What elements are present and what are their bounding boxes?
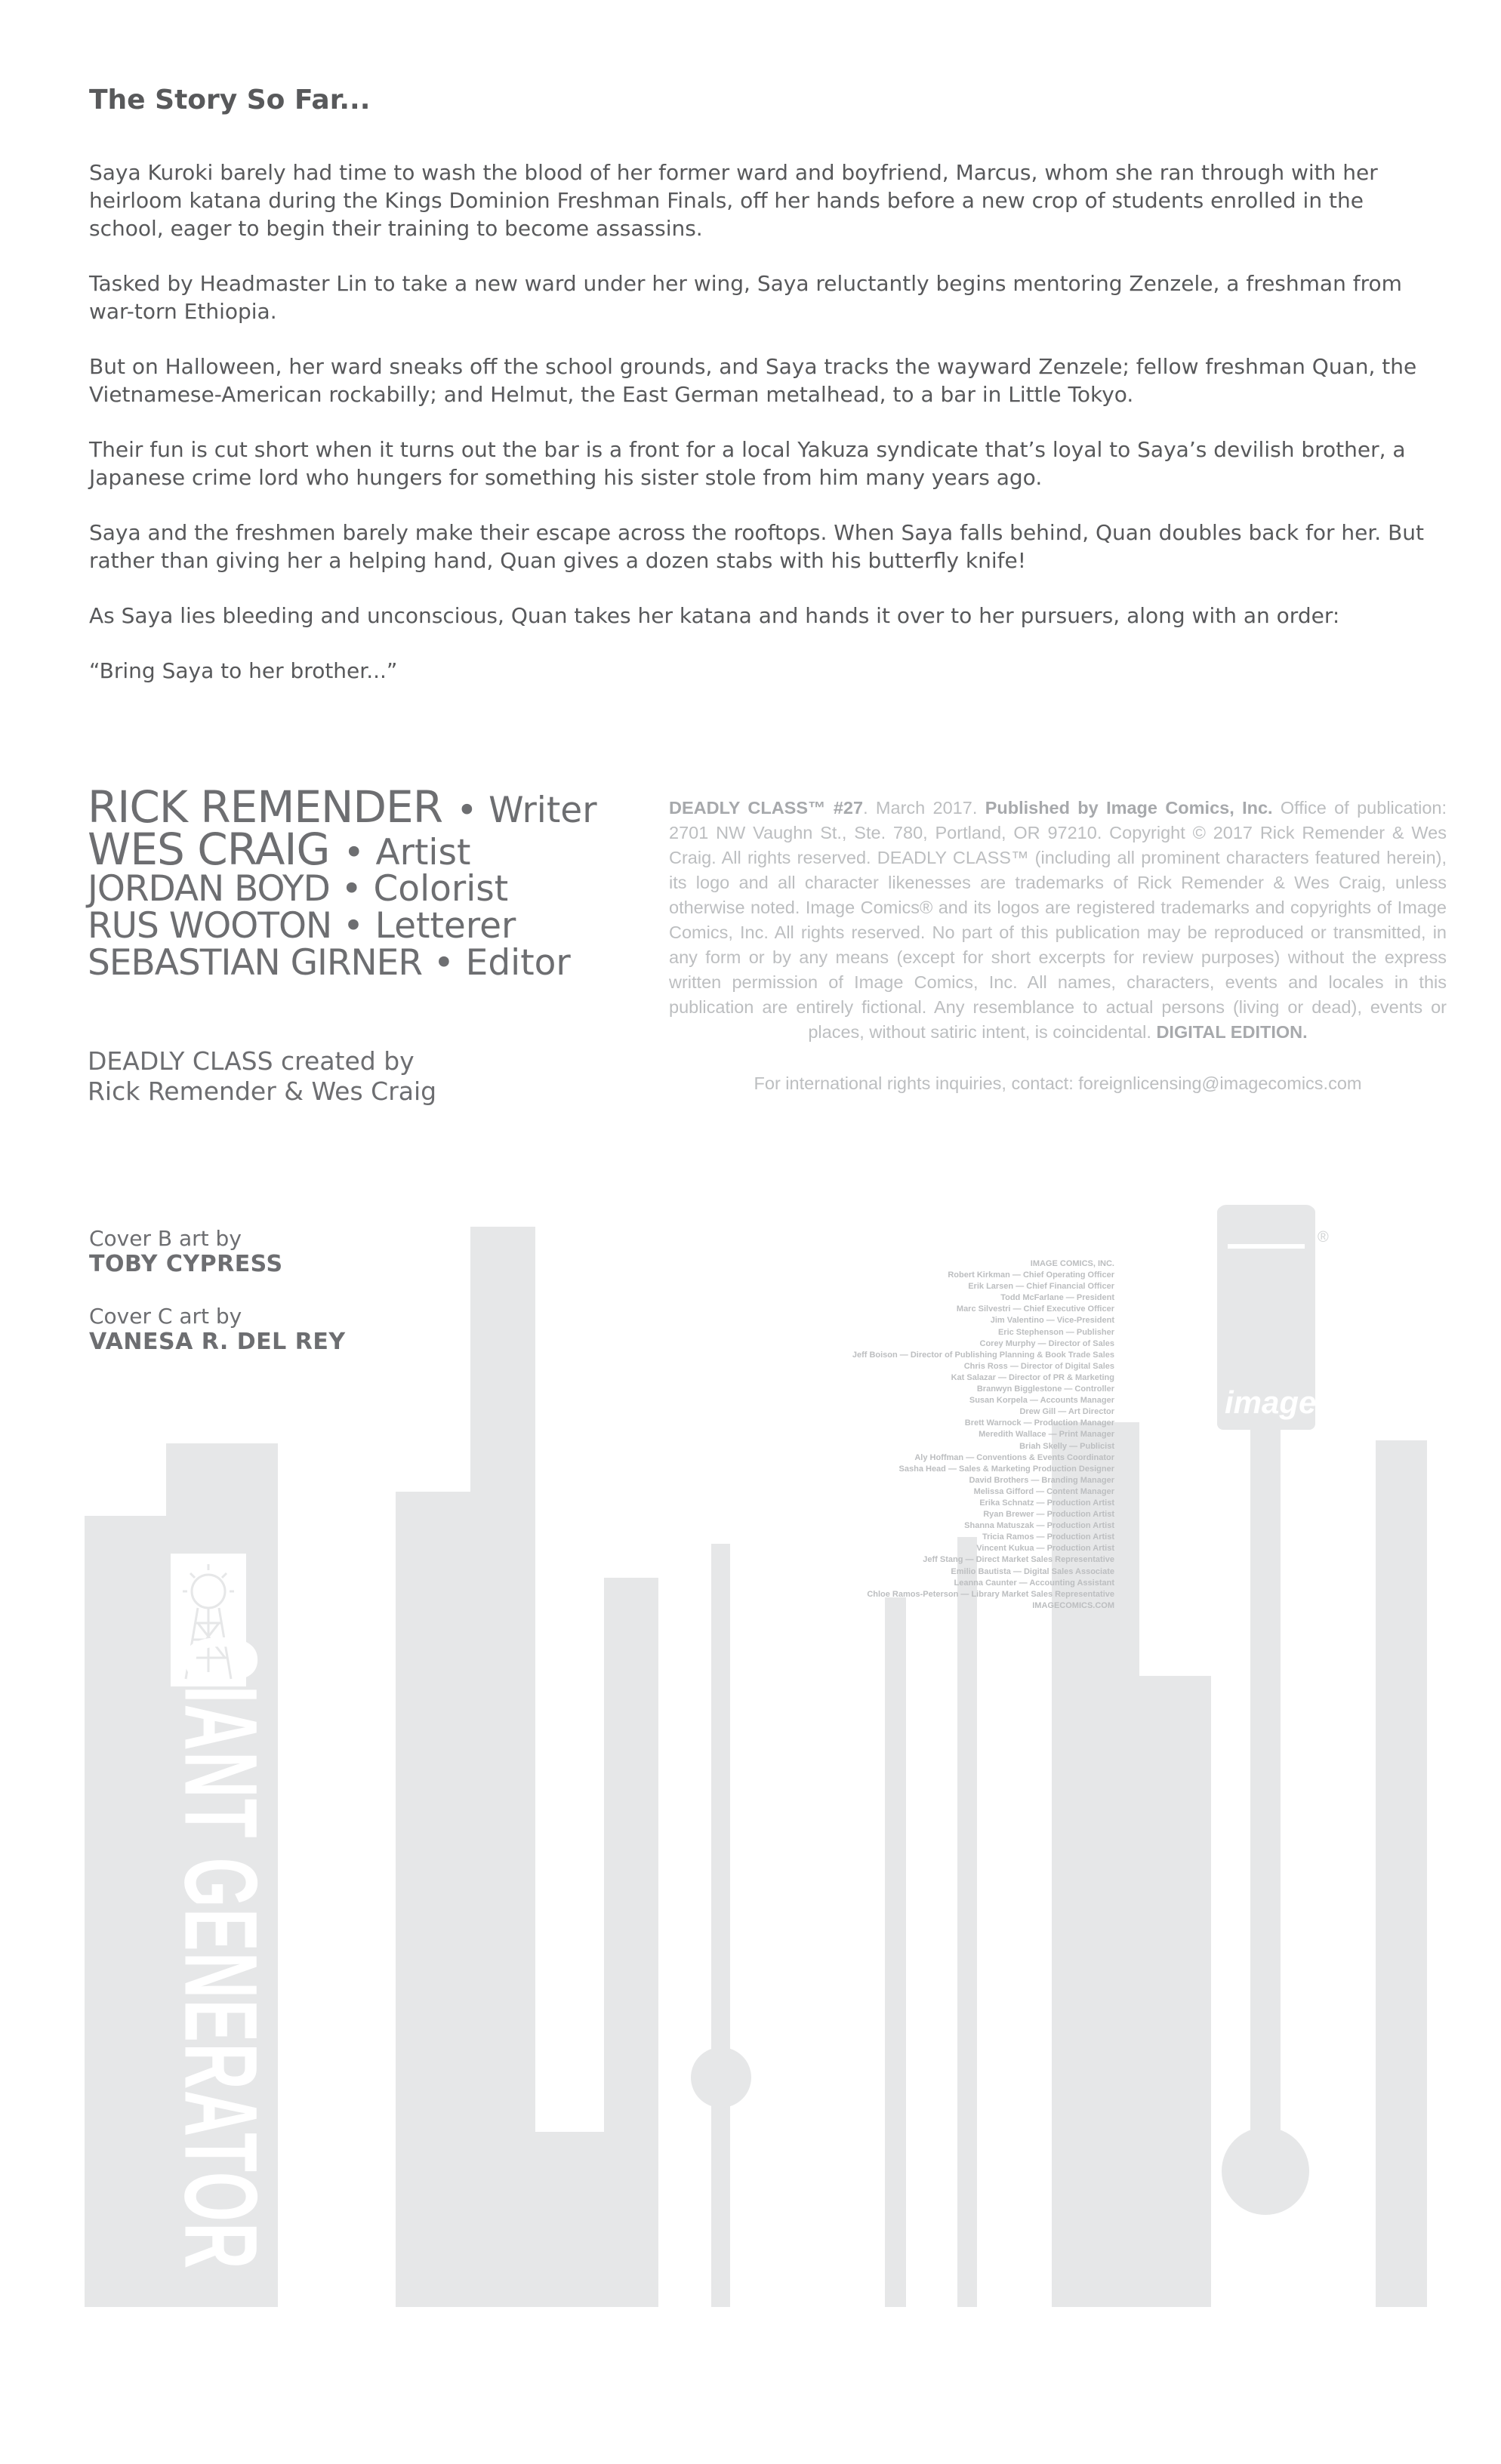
legal-indicia: DEADLY CLASS™ #27. March 2017. Published by Image Comics, Inc. Office of publication: 2701 NW Vaughn St., Ste. 780, Portland, OR 97210. Copyright © 2017 Rick Remender & Wes Craig. All rights reserved. DEADLY CLASS™ (including all prominent characters featured herein), its logo and all character likenesses are trademarks of Rick Remender & Wes Craig, unless otherwise noted. Image Comics® and its logos are registered trademarks and copyrights of Image Comics, Inc. All rights reserved. No part of this publication may be reproduced or transmitted, in any form or by any means (except for short excerpts for review purposes) without the express written permission of Image Comics, Inc. All names, characters, events and locales in this publication are entirely fictional. Any resemblance to actual persons (living or dead), events or places, without satiric intent, is coincidental. DIGITAL EDITION. [669, 798, 1447, 1042]
staff-list [740, 1258, 1114, 1612]
cover-b-credit: Cover B art by TOBY CYPRESS [89, 1226, 283, 1277]
staff-line: IMAGECOMICS.COM [1032, 1600, 1114, 1610]
staff-line: Robert Kirkman — Chief Operating Officer [948, 1270, 1114, 1280]
staff-line: Chris Ross — Director of Digital Sales [963, 1361, 1114, 1371]
credit-writer: RICK REMENDER • Writer [88, 781, 597, 833]
staff-line: Aly Hoffman — Conventions & Events Coordinator [914, 1452, 1114, 1462]
registered-mark: ® [1318, 1229, 1329, 1246]
staff-line: Jeff Stang — Direct Market Sales Representative [923, 1555, 1114, 1565]
staff-line: Erika Schnatz — Production Artist [979, 1498, 1114, 1508]
staff-line: Corey Murphy — Director of Sales [979, 1338, 1114, 1348]
staff-line: Branwyn Bigglestone — Controller [976, 1384, 1114, 1394]
image-logo-text: image [1225, 1384, 1317, 1420]
staff-line: Eric Stephenson — Publisher [997, 1327, 1114, 1337]
story-paragraph: But on Halloween, her ward sneaks off the school grounds, and Saya tracks the wayward Zenzele; fellow freshman Quan, the Vietnamese-American rockabilly; and Helmut, the East German metalhead, to a bar in Little Tokyo. [89, 354, 1417, 407]
staff-line: Jeff Boison — Director of Publishing Planning & Book Trade Sales [852, 1350, 1114, 1360]
thermometer-bulb [1222, 2127, 1309, 2215]
staff-line: Brett Warnock — Production Manager [964, 1418, 1114, 1428]
giant-generator-logo: GIANT GENERATOR [162, 1634, 279, 2270]
staff-line: Melissa Gifford — Content Manager [973, 1486, 1114, 1496]
staff-line: Sasha Head — Sales & Marketing Production Designer [898, 1464, 1114, 1474]
story-title: The Story So Far... [89, 85, 371, 116]
staff-line: Vincent Kukua — Production Artist [976, 1544, 1114, 1554]
cover-c-credit: Cover C art by VANESA R. DEL REY [89, 1304, 346, 1355]
staff-line: Kat Salazar — Director of PR & Marketing [951, 1372, 1114, 1382]
staff-line: Chloe Ramos-Peterson — Library Market Sales Representative [867, 1589, 1114, 1599]
staff-line: Erik Larsen — Chief Financial Officer [968, 1282, 1114, 1292]
story-quote: “Bring Saya to her brother...” [89, 658, 398, 683]
story-paragraph: Saya and the freshmen barely make their escape across the rooftops. When Saya falls behind, Quan doubles back for her. But rather than giving her a helping hand, Quan gives a dozen stabs with his butterfly knife! [89, 520, 1425, 573]
credit-letterer: RUS WOOTON • Letterer [88, 905, 516, 947]
credit-editor: SEBASTIAN GIRNER • Editor [88, 942, 571, 984]
staff-line: Leanna Caunter — Accounting Assistant [954, 1578, 1114, 1588]
staff-line: Shanna Matuszak — Production Artist [964, 1521, 1114, 1531]
staff-line: Drew Gill — Art Director [1019, 1407, 1114, 1417]
story-paragraph: Their fun is cut short when it turns out the bar is a front for a local Yakuza syndicate that’s loyal to Saya’s devilish brother, a Japanese crime lord who hungers for something his sister stole from him many years ago. [89, 437, 1406, 490]
credit-artist: WES CRAIG • Artist [88, 824, 471, 875]
story-paragraph: Saya Kuroki barely had time to wash the blood of her former ward and boyfriend, Marcus, whom she ran through with her heirloom katana during the Kings Dominion Freshman Finals, off her hands before a new crop of students enrolled in the school, eager to begin their training to become assassins. [89, 160, 1378, 241]
staff-line: Meredith Wallace — Print Manager [979, 1430, 1114, 1440]
staff-line: David Brothers — Branding Manager [969, 1475, 1114, 1485]
story-paragraph: As Saya lies bleeding and unconscious, Quan takes her katana and hands it over to her pursuers, along with an order: [89, 603, 1340, 628]
staff-line: Susan Korpela — Accounts Manager [969, 1396, 1114, 1406]
needle-tower [711, 1544, 730, 2307]
credit-colorist: JORDAN BOYD • Colorist [88, 868, 509, 910]
staff-line: IMAGE COMICS, INC. [1030, 1259, 1114, 1268]
staff-line: Jim Valentino — Vice-President [990, 1316, 1114, 1326]
staff-line: Tricia Ramos — Production Artist [982, 1532, 1114, 1542]
story-paragraph: Tasked by Headmaster Lin to take a new ward under her wing, Saya reluctantly begins mentoring Zenzele, a freshman from war-torn Ethiopia. [89, 271, 1402, 324]
staff-line: Briah Skelly — Publicist [1019, 1441, 1114, 1451]
credits-list [88, 781, 597, 984]
needle-orb [691, 2047, 751, 2108]
staff-line: Marc Silvestri — Chief Executive Officer [956, 1304, 1114, 1314]
staff-line: Todd McFarlane — President [1000, 1293, 1114, 1303]
story-body [89, 159, 1433, 712]
thermometer-stem [1250, 1430, 1281, 2177]
rights-contact: For international rights inquiries, contact: foreignlicensing@imagecomics.com [754, 1073, 1362, 1093]
staff-line: Ryan Brewer — Production Artist [983, 1510, 1114, 1520]
staff-line: Emilio Bautista — Digital Sales Associate [951, 1566, 1114, 1576]
tower-tall [470, 1227, 535, 2307]
created-by: DEADLY CLASS created by Rick Remender & Wes Craig [88, 1046, 437, 1106]
